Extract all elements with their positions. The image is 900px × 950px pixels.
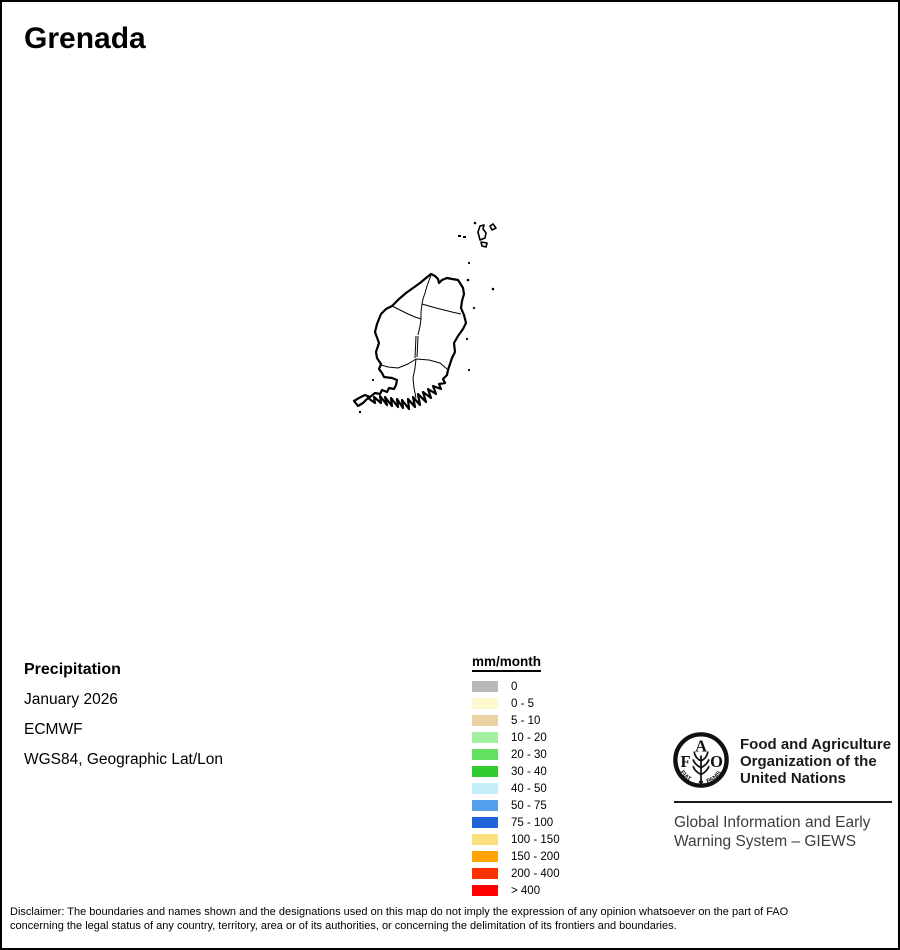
legend-row [472,780,560,797]
legend-swatch [472,732,498,743]
fao-name-line: Food and Agriculture [740,736,892,753]
disclaimer-text [10,905,894,933]
legend-swatch [472,885,498,896]
giews-line: Warning System – GIEWS [674,833,857,850]
map-product-label: Precipitation [24,661,121,678]
svg-text:F: F [680,751,691,771]
giews-label [674,813,870,851]
svg-text:FIAT: FIAT [678,769,692,783]
disclaimer-line: concerning the legal status of any country, territory, area or of its authorities, or concerning the delimitation of its frontiers and boundaries. [10,920,677,932]
legend-label: 100 - 150 [511,833,560,846]
legend-row [472,882,560,899]
legend-label: 50 - 75 [511,799,547,812]
disclaimer-line: Disclaimer: The boundaries and names shown and the designations used on this map do not imply the expression of any opinion whatsoever on the part of FAO [10,906,789,918]
legend-swatch [472,749,498,760]
legend-title: mm/month [472,654,541,672]
legend-label: 40 - 50 [511,782,547,795]
grenada-map [322,192,532,432]
legend-label: 0 [511,680,518,693]
legend-swatch [472,834,498,845]
legend-row [472,763,560,780]
legend-swatch [472,698,498,709]
legend-label: 5 - 10 [511,714,541,727]
legend-label: 10 - 20 [511,731,547,744]
legend-row [472,848,560,865]
map-period-label: January 2026 [24,691,118,708]
legend-label: 30 - 40 [511,765,547,778]
map-source-label: ECMWF [24,721,83,738]
giews-line: Global Information and Early [674,814,871,831]
legend-swatch [472,817,498,828]
legend-row [472,797,560,814]
legend-swatch [472,681,498,692]
legend-row [472,865,560,882]
fao-organization-name [740,736,891,787]
legend-label: 150 - 200 [511,850,560,863]
legend-swatch [472,800,498,811]
legend-row [472,729,560,746]
fao-name-line: Organization of the [740,753,877,770]
fao-logo-icon [672,731,730,789]
legend-label: 20 - 30 [511,748,547,761]
legend-swatch [472,868,498,879]
map-projection-label: WGS84, Geographic Lat/Lon [24,751,224,768]
legend-row [472,695,560,712]
fao-name-line: United Nations [740,770,846,787]
legend-swatch [472,766,498,777]
legend-row [472,712,560,729]
legend-label: 200 - 400 [511,867,560,880]
svg-text:PANIS: PANIS [705,770,723,786]
legend-row [472,746,560,763]
grenada-mainland-outline [354,274,466,409]
legend-label: 0 - 5 [511,697,535,710]
branding-divider [674,801,892,803]
legend-rows [472,678,560,899]
legend-label: 75 - 100 [511,816,554,829]
map-info [24,655,223,775]
legend-label: > 400 [511,884,541,897]
legend-row [472,831,560,848]
legend-swatch [472,851,498,862]
legend-swatch [472,783,498,794]
legend-row [472,814,560,831]
page-title: Grenada [24,22,146,55]
legend-row [472,678,560,695]
svg-text:A: A [695,736,707,756]
legend-swatch [472,715,498,726]
svg-text:O: O [710,751,723,771]
precipitation-legend [472,653,560,899]
